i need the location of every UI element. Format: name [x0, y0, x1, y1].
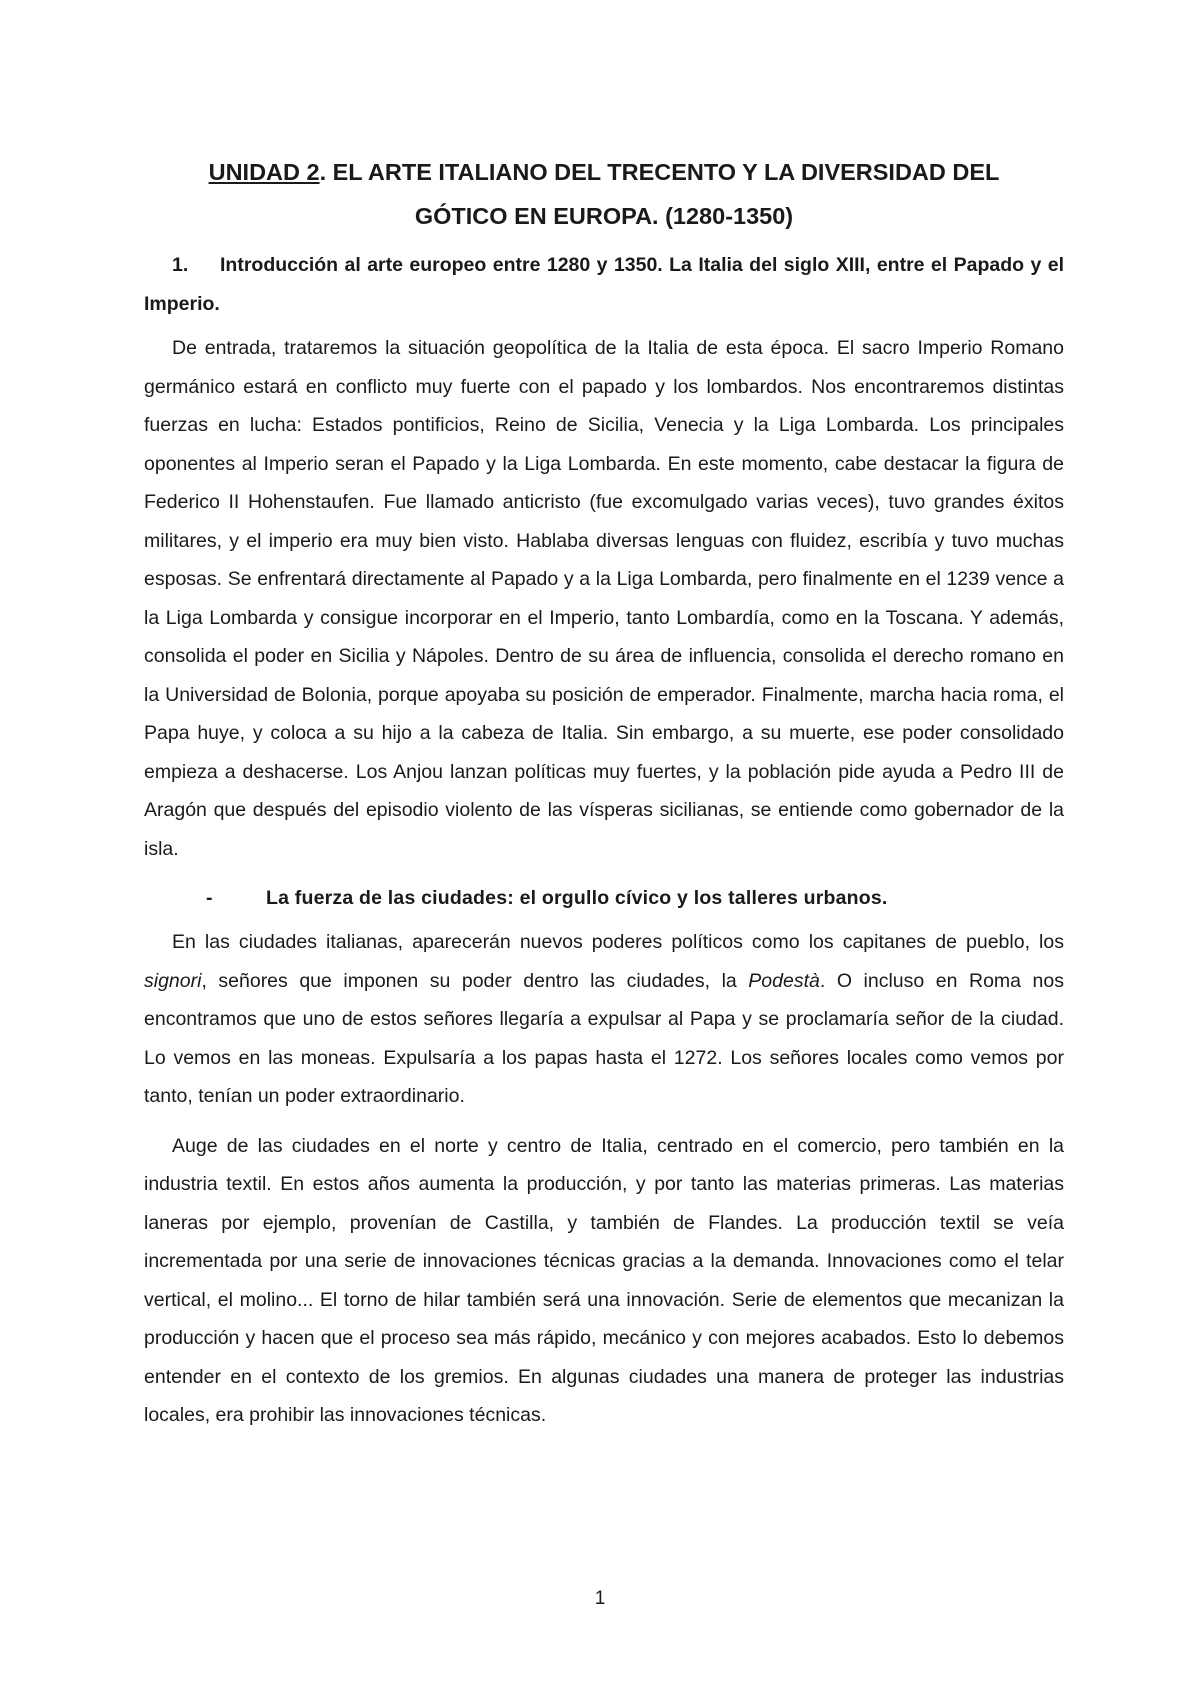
section-1-paragraph: De entrada, trataremos la situación geopolítica de la Italia de esta época. El sacro Imperio Romano germánico estará en conflicto muy fuerte con el papado y los lombardos. Nos encontraremos distintas fuerzas en lucha: Estados pontificios, Reino de Sicilia, Venecia y la Liga Lombarda. Los principales oponentes al Imperio seran el Papado y la Liga Lombarda. En este momento, cabe destacar la figura de Federico II Hohenstaufen. Fue llamado anticristo (fue excomulgado varias veces), tuvo grandes éxitos militares, y el imperio era muy bien visto. Hablaba diversas lenguas con fluidez, escribía y tuvo muchas esposas. Se enfrentará directamente al Papado y a la Liga Lombarda, pero finalmente en el 1239 vence a la Liga Lombarda y consigue incorporar en el Imperio, tanto Lombardía, como en la Toscana. Y además, consolida el poder en Sicilia y Nápoles. Dentro de su área de influencia, consolida el derecho romano en la Universidad de Bolonia, porque apoyaba su posición de emperador. Finalmente, marcha hacia roma, el Papa huye, y coloca a su hijo a la cabeza de Italia. Sin embargo, a su muerte, ese poder consolidado empieza a deshacerse. Los Anjou lanzan políticas muy fuertes, y la población pide ayuda a Pedro III de Aragón que después del episodio violento de las vísperas sicilianas, se entiende como gobernador de la isla. — [144, 337, 1064, 860]
subsection-heading — [144, 879, 1064, 917]
section-1-number: 1. — [172, 254, 189, 276]
title-line1-rest: . EL ARTE ITALIANO DEL TRECENTO Y LA DIVERSIDAD DEL — [319, 159, 1000, 185]
page-number: 1 — [594, 1588, 606, 1609]
para1-italic-signori: signori — [144, 969, 202, 992]
para1-text-c: . O incluso en Roma nos encontramos que uno de estos señores llegaría a expulsar al Papa y se proclamaría señor de la ciudad. Lo vemos en las moneas. Expulsaría a los papas hasta el 1272. Los señores locales como vemos por tanto, tenían un poder extraordinario. — [144, 969, 1064, 1107]
subsection-paragraph-1 — [144, 923, 1064, 1116]
para1-text-a: En las ciudades italianas, aparecerán nuevos poderes políticos como los capitanes de pueblo, los — [172, 931, 1064, 953]
para1-italic-podesta: Podestà — [748, 969, 820, 992]
para1-text-b: , señores que imponen su poder dentro las ciudades, la — [201, 969, 749, 992]
title-unit-label: UNIDAD 2 — [208, 159, 320, 185]
section-1-heading-text: Introducción al arte europeo entre 1280 y 1350. La Italia del siglo XIII, entre el Papado y el Imperio. — [144, 254, 1064, 315]
subsection-paragraph-2: Auge de las ciudades en el norte y centro de Italia, centrado en el comercio, pero también en la industria textil. En estos años aumenta la producción, y por tanto las materias primeras. Las materias laneras por ejemplo, provenían de Castilla, y también de Flandes. La producción textil se veía incrementada por una serie de innovaciones técnicas gracias a la demanda. Innovaciones como el telar vertical, el molino... El torno de hilar también será una innovación. Serie de elementos que mecanizan la producción y hacen que el proceso sea más rápido, mecánico y con mejores acabados. Esto lo debemos entender en el contexto de los gremios. En algunas ciudades una manera de proteger las industrias locales, era prohibir las innovaciones técnicas. — [144, 1134, 1064, 1426]
document-body — [144, 150, 1064, 1446]
subsection-heading-text: La fuerza de las ciudades: el orgullo cívico y los talleres urbanos. — [266, 887, 888, 909]
title-line2: GÓTICO EN EUROPA. (1280-1350) — [414, 203, 794, 229]
section-1-heading — [144, 246, 1064, 324]
subsection-dash: - — [206, 887, 213, 909]
document-title — [144, 150, 1064, 238]
